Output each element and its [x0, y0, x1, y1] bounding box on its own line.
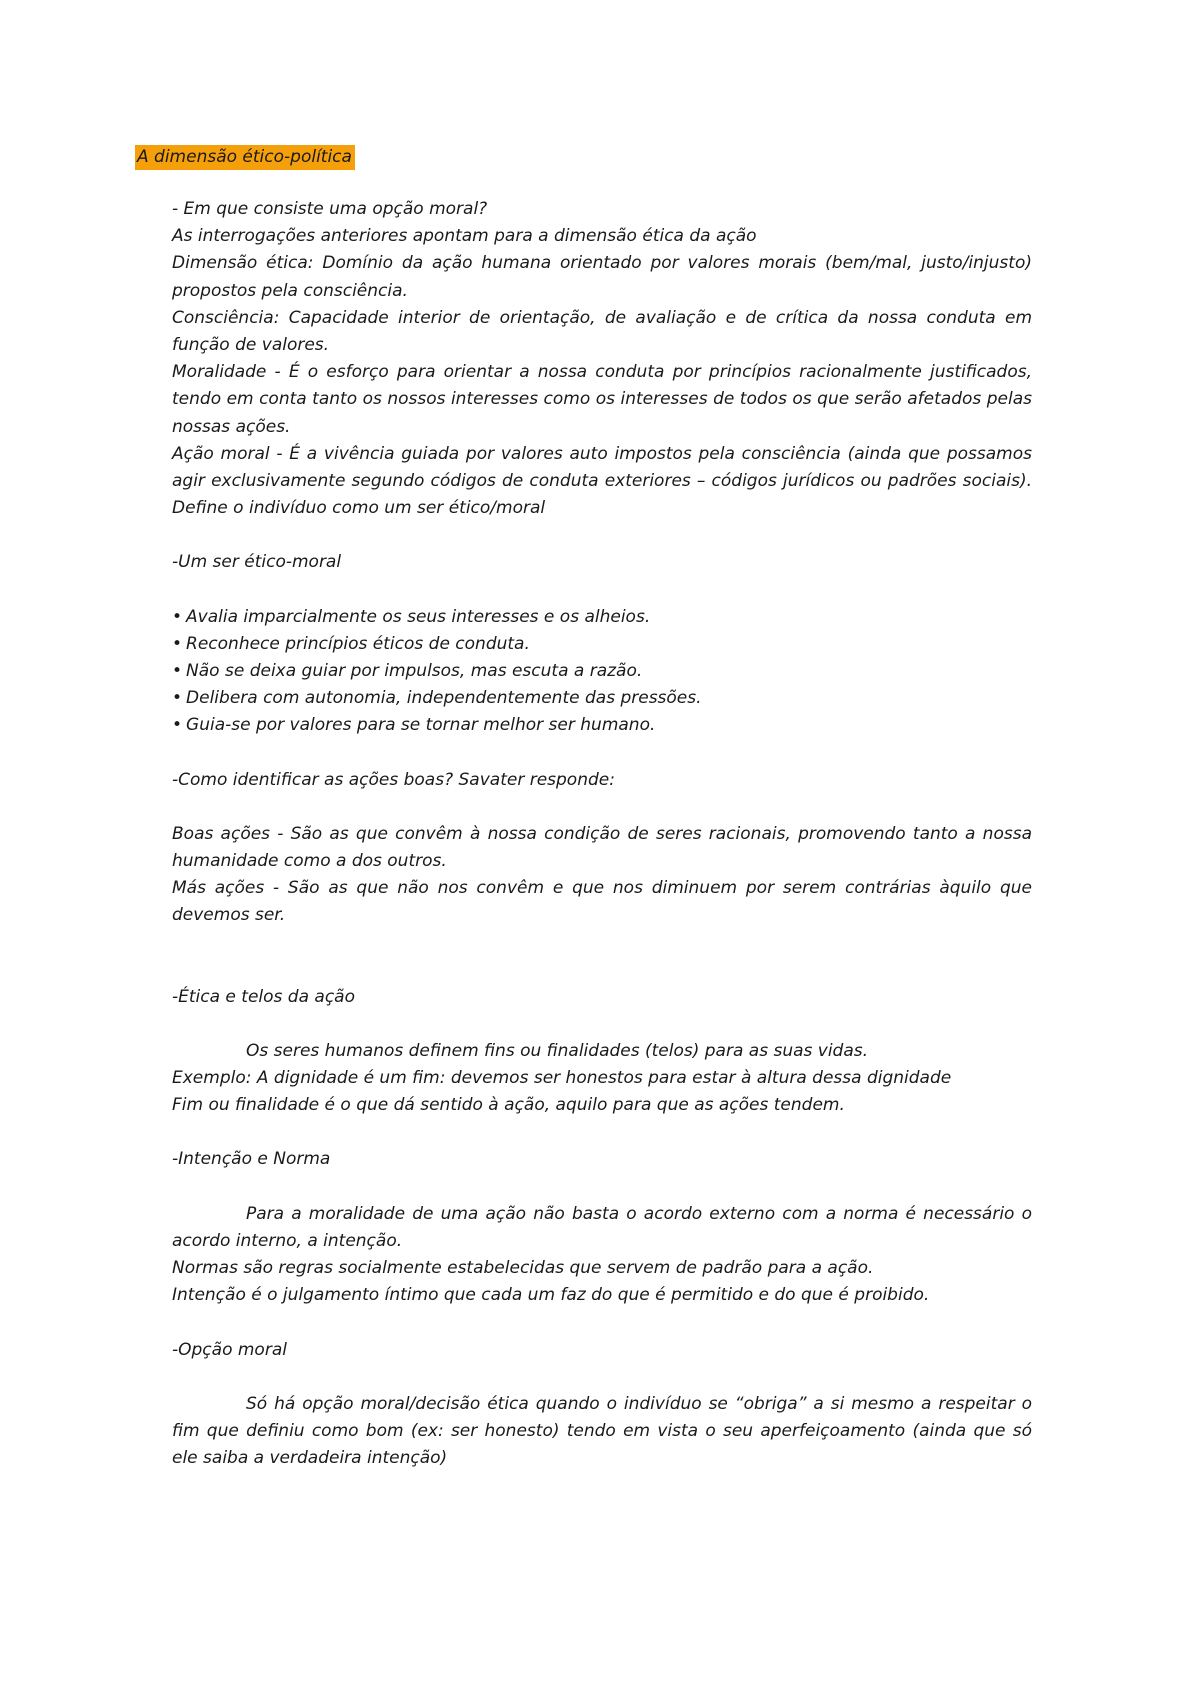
bullet-item: [172, 604, 1032, 631]
paragraph-boas-acoes: Boas ações - São as que convêm à nossa condição de seres racionais, promovendo tanto a nossa humanidade como a dos outros.: [172, 823, 1032, 872]
paragraph-decisao-etica: Só há opção moral/decisão ética quando o indivíduo se “obriga” a si mesmo a respeitar o fim que definiu como bom (ex: ser honesto) tendo em vista o seu aperfeiçoamento (ainda que só ele saiba a verdadeira intenção): [172, 1393, 1032, 1469]
bullet-text: Guia-se por valores para se tornar melhor ser humano.: [186, 715, 656, 736]
spacer: [172, 1011, 1032, 1038]
bullet-text: Não se deixa guiar por impulsos, mas escuta a razão.: [186, 661, 643, 682]
paragraph-exemplo: Exemplo: A dignidade é um fim: devemos ser honestos para estar à altura dessa dignidade: [172, 1068, 952, 1089]
title-wrap: [135, 145, 355, 170]
bullet-item: [172, 631, 1032, 658]
section-heading-etica-telos: -Ética e telos da ação: [172, 986, 355, 1007]
spacer: [172, 740, 1032, 767]
bullet-item: [172, 685, 1032, 712]
paragraph-acao-moral: Ação moral - É a vivência guiada por valores auto impostos pela consciência (ainda que possamos agir exclusivamente segundo códigos de conduta exteriores – códigos jurídicos ou padrões sociais). Define o indivíduo como um ser ético/moral: [172, 443, 1032, 519]
bullet-icon: •: [172, 606, 183, 627]
paragraph: As interrogações anteriores apontam para a dimensão ética da ação: [172, 226, 757, 247]
paragraph-normas: Normas são regras socialmente estabelecidas que servem de padrão para a ação.: [172, 1258, 874, 1279]
bullet-text: Reconhece princípios éticos de conduta.: [186, 633, 530, 654]
spacer: [172, 794, 1032, 821]
bullet-icon: •: [172, 715, 183, 736]
bullet-item: [172, 658, 1032, 685]
paragraph-telos: Os seres humanos definem fins ou finalidades (telos) para as suas vidas.: [246, 1040, 869, 1061]
bullet-icon: •: [172, 633, 183, 654]
bullet-icon: •: [172, 688, 183, 709]
bullet-text: Delibera com autonomia, independentemente das pressões.: [186, 688, 702, 709]
spacer: [172, 577, 1032, 604]
spacer: [172, 1174, 1032, 1201]
bullet-icon: •: [172, 661, 183, 682]
spacer: [172, 1364, 1032, 1391]
spacer: [172, 1119, 1032, 1146]
spacer: [172, 930, 1032, 984]
paragraph-intencao: Intenção é o julgamento íntimo que cada um faz do que é permitido e do que é proibido.: [172, 1285, 930, 1306]
spacer: [172, 1310, 1032, 1337]
paragraph-moralidade: Moralidade - É o esforço para orientar a nossa conduta por princípios racionalmente justificados, tendo em conta tanto os nossos interesses como os interesses de todos os que serão afetados pelas nossas ações.: [172, 362, 1032, 437]
section-heading-opcao-moral: -Opção moral: [172, 1339, 287, 1360]
bullet-text: Avalia imparcialmente os seus interesses e os alheios.: [186, 606, 651, 627]
section-heading-intencao-norma: -Intenção e Norma: [172, 1149, 331, 1170]
paragraph-mas-acoes: Más ações - São as que não nos convêm e que nos diminuem por serem contrárias àquilo que devemos ser.: [172, 878, 1032, 926]
paragraph-fim-finalidade: Fim ou finalidade é o que dá sentido à ação, aquilo para que as ações tendem.: [172, 1095, 845, 1116]
document-body: [172, 196, 1032, 1472]
bullet-item: [172, 712, 1032, 739]
document-title: A dimensão ético-política: [135, 145, 355, 170]
paragraph-moralidade-acao: Para a moralidade de uma ação não basta o acordo externo com a norma é necessário o acordo interno, a intenção.: [172, 1203, 1032, 1251]
section-heading-acoes-boas: -Como identificar as ações boas? Savater responde:: [172, 769, 615, 790]
section-heading-ser-etico-moral: -Um ser ético-moral: [172, 552, 342, 573]
paragraph-consciencia: Consciência: Capacidade interior de orientação, de avaliação e de crítica da nossa conduta em função de valores.: [172, 307, 1032, 356]
paragraph-dimensao-etica: Dimensão ética: Domínio da ação humana orientado por valores morais (bem/mal, justo/injusto) propostos pela consciência.: [172, 253, 1032, 301]
section-heading-opcao-moral-question: - Em que consiste uma opção moral?: [172, 199, 488, 219]
spacer: [172, 522, 1032, 549]
